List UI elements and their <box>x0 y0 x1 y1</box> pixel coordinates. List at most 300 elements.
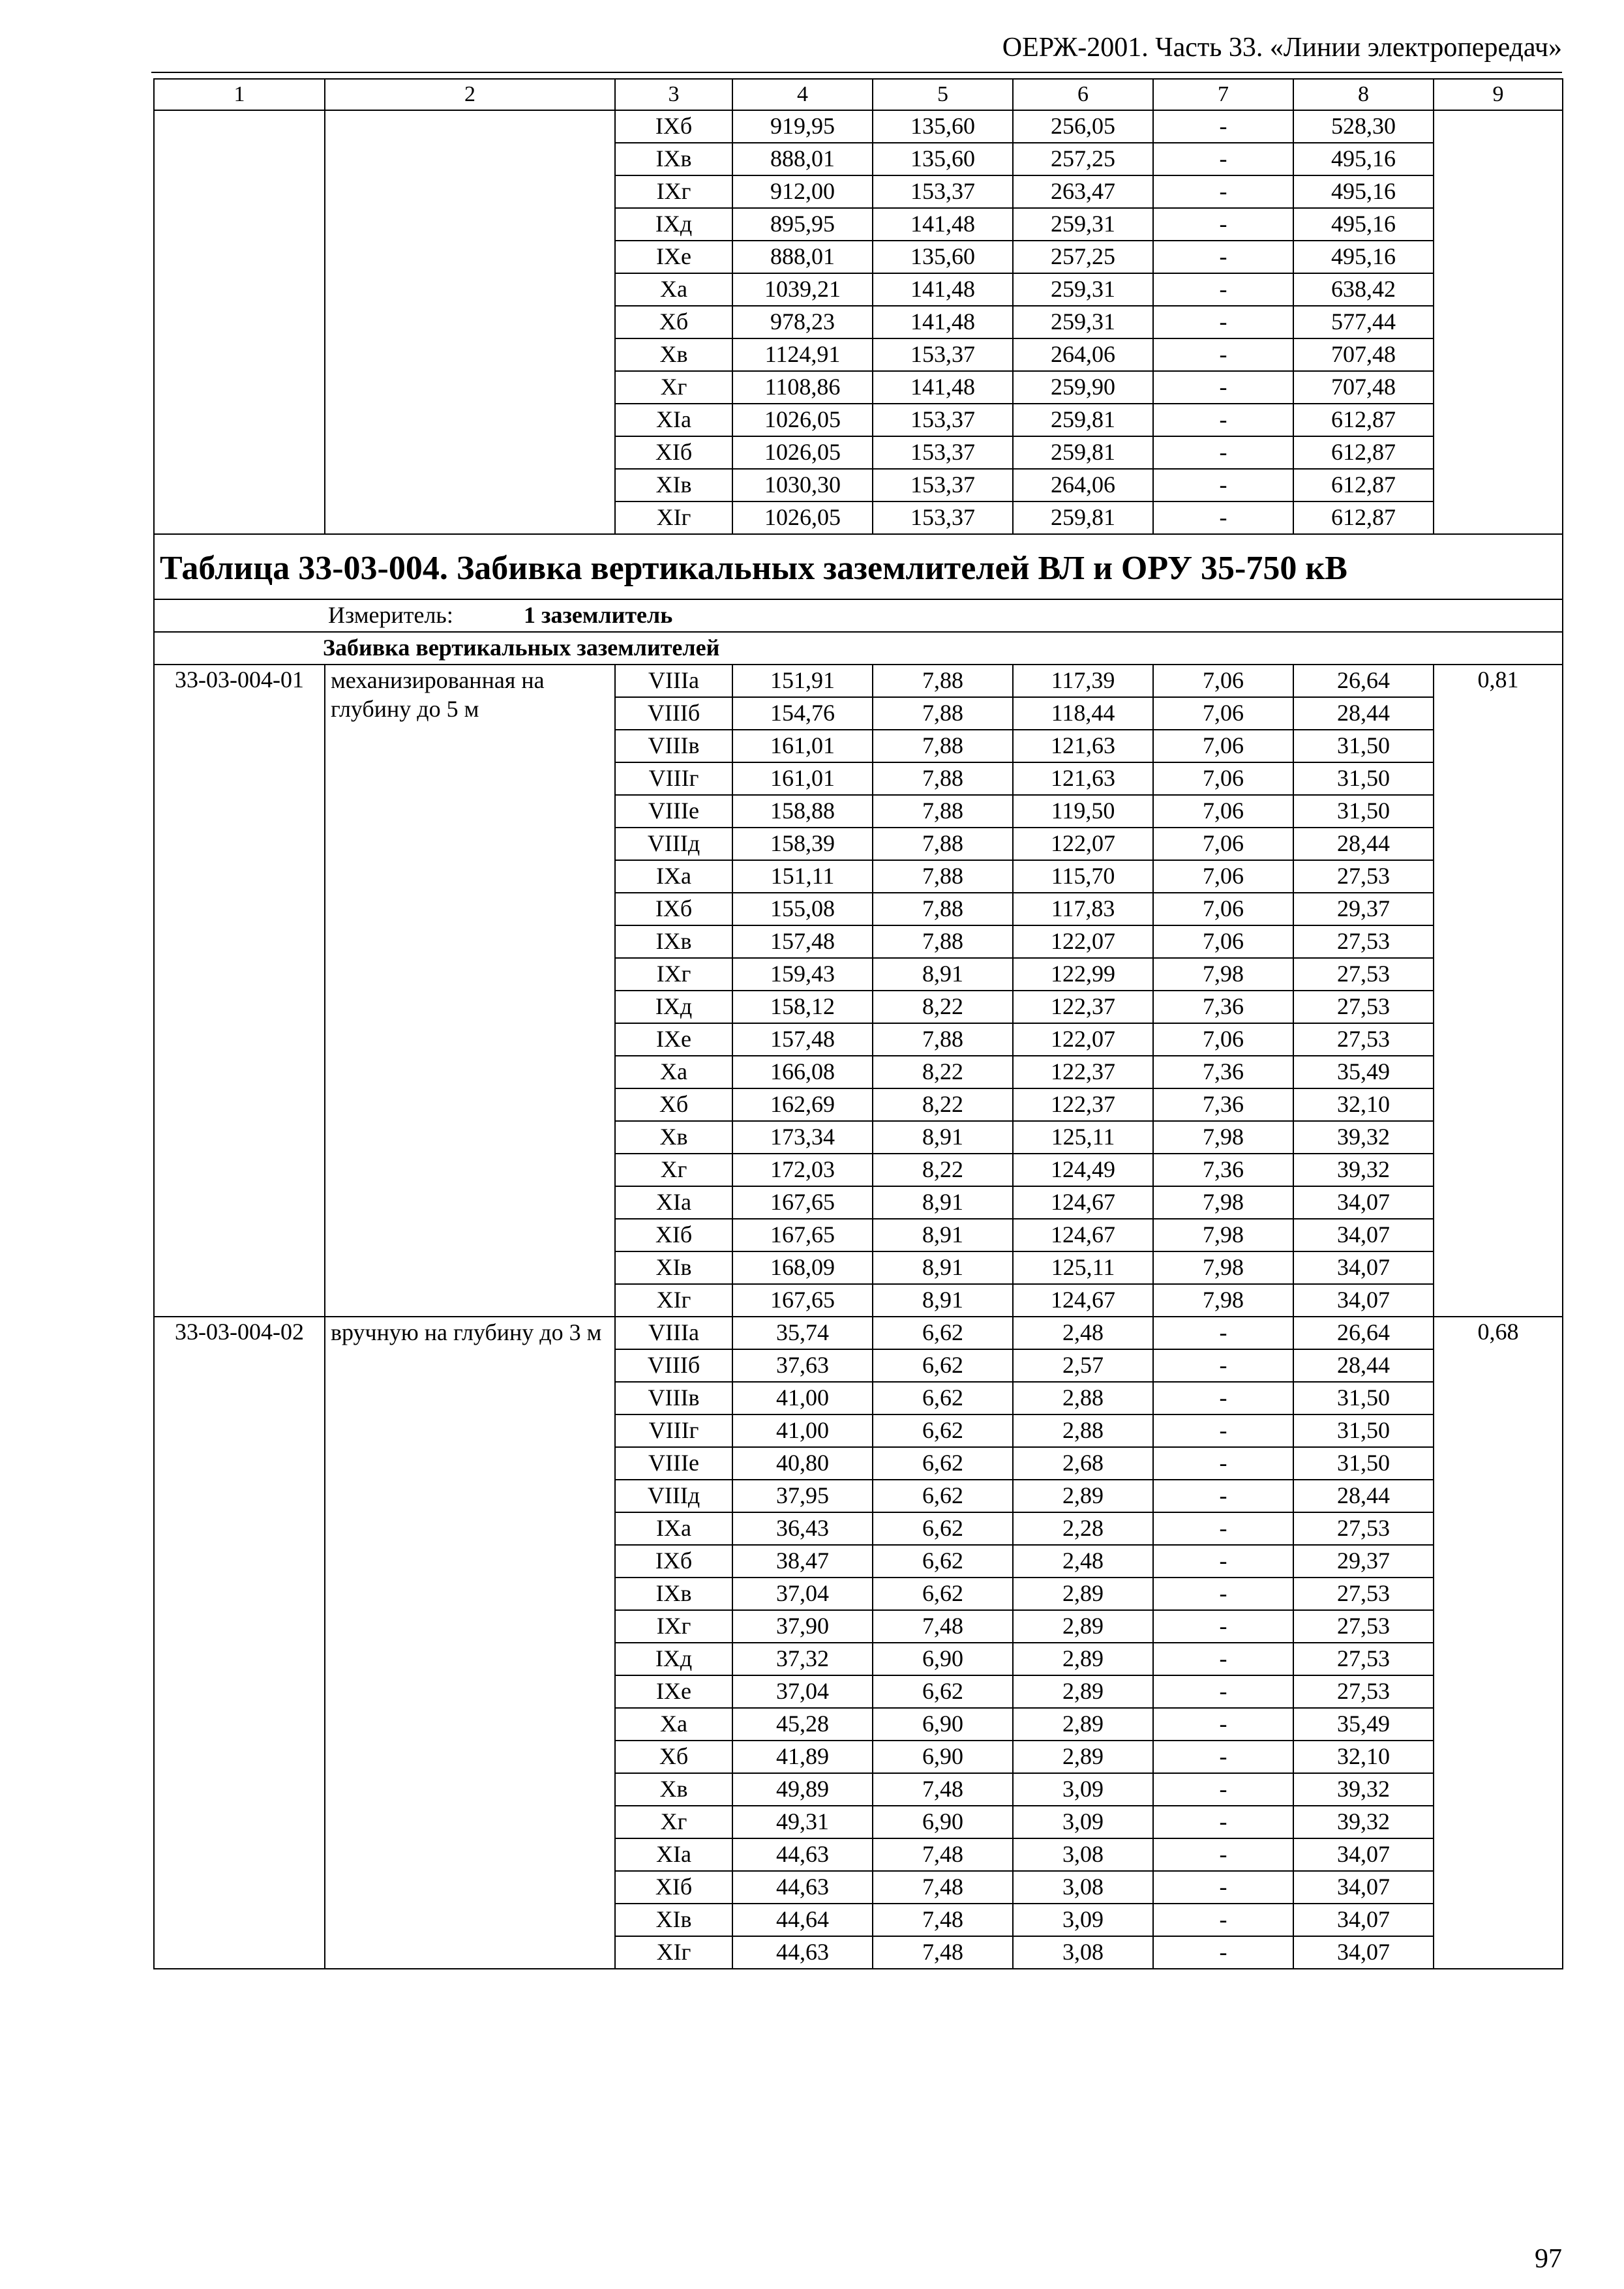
measure-label: Измеритель: <box>328 602 453 629</box>
labor-cost-cell: 6,62 <box>873 1480 1013 1512</box>
materials-cost-cell: 28,44 <box>1293 697 1434 730</box>
soil-group-cell: VIIIа <box>615 1317 732 1349</box>
soil-group-cell: XIв <box>615 1251 732 1284</box>
operator-wage-cell: - <box>1153 241 1293 273</box>
materials-cost-cell: 27,53 <box>1293 1578 1434 1610</box>
section-title: Забивка вертикальных заземлителей <box>323 635 720 661</box>
direct-cost-cell: 151,91 <box>732 665 873 697</box>
operator-wage-cell: - <box>1153 1545 1293 1578</box>
labor-cost-cell: 7,88 <box>873 795 1013 828</box>
direct-cost-cell: 37,90 <box>732 1610 873 1643</box>
machine-cost-cell: 124,67 <box>1013 1219 1153 1251</box>
machine-cost-cell: 122,37 <box>1013 1056 1153 1088</box>
machine-cost-cell: 124,67 <box>1013 1284 1153 1317</box>
table-row <box>154 665 1563 697</box>
soil-group-cell: IXд <box>615 1643 732 1675</box>
labor-cost-cell: 8,22 <box>873 1056 1013 1088</box>
operator-wage-cell: - <box>1153 1741 1293 1773</box>
labor-cost-cell: 7,48 <box>873 1838 1013 1871</box>
soil-group-cell: IXв <box>615 1578 732 1610</box>
coefficient-cell <box>1434 110 1563 534</box>
direct-cost-cell: 168,09 <box>732 1251 873 1284</box>
operator-wage-cell: 7,98 <box>1153 1186 1293 1219</box>
labor-cost-cell: 135,60 <box>873 110 1013 143</box>
machine-cost-cell: 122,07 <box>1013 828 1153 860</box>
machine-cost-cell: 122,37 <box>1013 1088 1153 1121</box>
operator-wage-cell: - <box>1153 175 1293 208</box>
soil-group-cell: IXг <box>615 175 732 208</box>
labor-cost-cell: 6,62 <box>873 1675 1013 1708</box>
labor-cost-cell: 6,90 <box>873 1806 1013 1838</box>
name-cell <box>325 110 615 534</box>
labor-cost-cell: 153,37 <box>873 338 1013 371</box>
soil-group-cell: Xв <box>615 1773 732 1806</box>
soil-group-cell: Xб <box>615 1088 732 1121</box>
machine-cost-cell: 3,08 <box>1013 1838 1153 1871</box>
direct-cost-cell: 154,76 <box>732 697 873 730</box>
materials-cost-cell: 34,07 <box>1293 1871 1434 1904</box>
machine-cost-cell: 122,07 <box>1013 1023 1153 1056</box>
labor-cost-cell: 7,88 <box>873 762 1013 795</box>
measure-row <box>154 599 1563 632</box>
machine-cost-cell: 259,31 <box>1013 273 1153 306</box>
machine-cost-cell: 122,99 <box>1013 958 1153 991</box>
soil-group-cell: XIа <box>615 404 732 436</box>
materials-cost-cell: 31,50 <box>1293 1447 1434 1480</box>
machine-cost-cell: 125,11 <box>1013 1121 1153 1154</box>
direct-cost-cell: 158,39 <box>732 828 873 860</box>
direct-cost-cell: 888,01 <box>732 241 873 273</box>
soil-group-cell: IXе <box>615 241 732 273</box>
operator-wage-cell: 7,06 <box>1153 860 1293 893</box>
operator-wage-cell: - <box>1153 273 1293 306</box>
labor-cost-cell: 7,88 <box>873 697 1013 730</box>
labor-cost-cell: 141,48 <box>873 371 1013 404</box>
machine-cost-cell: 2,48 <box>1013 1317 1153 1349</box>
labor-cost-cell: 153,37 <box>873 436 1013 469</box>
labor-cost-cell: 141,48 <box>873 208 1013 241</box>
direct-cost-cell: 40,80 <box>732 1447 873 1480</box>
soil-group-cell: IXв <box>615 143 732 175</box>
materials-cost-cell: 28,44 <box>1293 828 1434 860</box>
machine-cost-cell: 121,63 <box>1013 762 1153 795</box>
machine-cost-cell: 2,68 <box>1013 1447 1153 1480</box>
materials-cost-cell: 29,37 <box>1293 1545 1434 1578</box>
materials-cost-cell: 31,50 <box>1293 762 1434 795</box>
labor-cost-cell: 7,48 <box>873 1773 1013 1806</box>
labor-cost-cell: 6,62 <box>873 1382 1013 1414</box>
materials-cost-cell: 612,87 <box>1293 404 1434 436</box>
materials-cost-cell: 34,07 <box>1293 1219 1434 1251</box>
materials-cost-cell: 34,07 <box>1293 1904 1434 1936</box>
soil-group-cell: IXб <box>615 1545 732 1578</box>
operator-wage-cell: - <box>1153 1936 1293 1969</box>
direct-cost-cell: 912,00 <box>732 175 873 208</box>
operator-wage-cell: 7,06 <box>1153 697 1293 730</box>
soil-group-cell: XIг <box>615 501 732 534</box>
operator-wage-cell: - <box>1153 1317 1293 1349</box>
direct-cost-cell: 41,00 <box>732 1414 873 1447</box>
header-rule <box>151 72 1562 73</box>
machine-cost-cell: 2,57 <box>1013 1349 1153 1382</box>
operator-wage-cell: 7,98 <box>1153 1251 1293 1284</box>
materials-cost-cell: 34,07 <box>1293 1838 1434 1871</box>
labor-cost-cell: 6,90 <box>873 1643 1013 1675</box>
operator-wage-cell: 7,98 <box>1153 958 1293 991</box>
materials-cost-cell: 707,48 <box>1293 338 1434 371</box>
column-number-row <box>154 79 1563 110</box>
direct-cost-cell: 38,47 <box>732 1545 873 1578</box>
direct-cost-cell: 167,65 <box>732 1284 873 1317</box>
operator-wage-cell: - <box>1153 1414 1293 1447</box>
soil-group-cell: Xа <box>615 1056 732 1088</box>
materials-cost-cell: 31,50 <box>1293 1382 1434 1414</box>
table-title-row <box>154 534 1563 599</box>
labor-cost-cell: 141,48 <box>873 273 1013 306</box>
materials-cost-cell: 31,50 <box>1293 1414 1434 1447</box>
operator-wage-cell: - <box>1153 1838 1293 1871</box>
materials-cost-cell: 34,07 <box>1293 1186 1434 1219</box>
operator-wage-cell: - <box>1153 469 1293 501</box>
operator-wage-cell: 7,06 <box>1153 925 1293 958</box>
soil-group-cell: Xг <box>615 1154 732 1186</box>
materials-cost-cell: 27,53 <box>1293 991 1434 1023</box>
labor-cost-cell: 7,88 <box>873 860 1013 893</box>
direct-cost-cell: 44,63 <box>732 1838 873 1871</box>
soil-group-cell: VIIIа <box>615 665 732 697</box>
direct-cost-cell: 49,31 <box>732 1806 873 1838</box>
soil-group-cell: Xа <box>615 1708 732 1741</box>
materials-cost-cell: 39,32 <box>1293 1154 1434 1186</box>
operator-wage-cell: - <box>1153 1806 1293 1838</box>
direct-cost-cell: 45,28 <box>732 1708 873 1741</box>
labor-cost-cell: 6,90 <box>873 1741 1013 1773</box>
direct-cost-cell: 158,12 <box>732 991 873 1023</box>
operator-wage-cell: - <box>1153 1447 1293 1480</box>
labor-cost-cell: 7,88 <box>873 925 1013 958</box>
direct-cost-cell: 49,89 <box>732 1773 873 1806</box>
direct-cost-cell: 37,32 <box>732 1643 873 1675</box>
direct-cost-cell: 1124,91 <box>732 338 873 371</box>
soil-group-cell: XIб <box>615 436 732 469</box>
direct-cost-cell: 1026,05 <box>732 501 873 534</box>
machine-cost-cell: 264,06 <box>1013 338 1153 371</box>
direct-cost-cell: 888,01 <box>732 143 873 175</box>
soil-group-cell: VIIIг <box>615 1414 732 1447</box>
direct-cost-cell: 1108,86 <box>732 371 873 404</box>
operator-wage-cell: 7,36 <box>1153 991 1293 1023</box>
materials-cost-cell: 28,44 <box>1293 1349 1434 1382</box>
soil-group-cell: Xв <box>615 338 732 371</box>
operator-wage-cell: - <box>1153 143 1293 175</box>
labor-cost-cell: 7,88 <box>873 828 1013 860</box>
materials-cost-cell: 39,32 <box>1293 1121 1434 1154</box>
machine-cost-cell: 3,09 <box>1013 1904 1153 1936</box>
soil-group-cell: Xб <box>615 1741 732 1773</box>
soil-group-cell: XIг <box>615 1284 732 1317</box>
materials-cost-cell: 495,16 <box>1293 175 1434 208</box>
machine-cost-cell: 3,08 <box>1013 1936 1153 1969</box>
page-number: 97 <box>1535 2244 1562 2274</box>
machine-cost-cell: 2,89 <box>1013 1741 1153 1773</box>
soil-group-cell: IXг <box>615 1610 732 1643</box>
labor-cost-cell: 6,90 <box>873 1708 1013 1741</box>
direct-cost-cell: 157,48 <box>732 1023 873 1056</box>
operator-wage-cell: 7,06 <box>1153 795 1293 828</box>
machine-cost-cell: 121,63 <box>1013 730 1153 762</box>
labor-cost-cell: 8,22 <box>873 991 1013 1023</box>
direct-cost-cell: 36,43 <box>732 1512 873 1545</box>
direct-cost-cell: 37,95 <box>732 1480 873 1512</box>
machine-cost-cell: 125,11 <box>1013 1251 1153 1284</box>
labor-cost-cell: 8,91 <box>873 1251 1013 1284</box>
operator-wage-cell: 7,06 <box>1153 828 1293 860</box>
operator-wage-cell: 7,36 <box>1153 1056 1293 1088</box>
direct-cost-cell: 159,43 <box>732 958 873 991</box>
materials-cost-cell: 638,42 <box>1293 273 1434 306</box>
machine-cost-cell: 2,28 <box>1013 1512 1153 1545</box>
operator-wage-cell: 7,06 <box>1153 762 1293 795</box>
soil-group-cell: VIIIб <box>615 1349 732 1382</box>
labor-cost-cell: 7,88 <box>873 665 1013 697</box>
labor-cost-cell: 8,91 <box>873 958 1013 991</box>
labor-cost-cell: 135,60 <box>873 143 1013 175</box>
rates-table <box>153 78 1563 1969</box>
soil-group-cell: IXв <box>615 925 732 958</box>
soil-group-cell: XIг <box>615 1936 732 1969</box>
soil-group-cell: IXд <box>615 208 732 241</box>
machine-cost-cell: 2,89 <box>1013 1480 1153 1512</box>
item-name: вручную на глубину до 3 м <box>325 1317 615 1969</box>
materials-cost-cell: 29,37 <box>1293 893 1434 925</box>
materials-cost-cell: 32,10 <box>1293 1088 1434 1121</box>
column-number: 1 <box>154 79 325 110</box>
operator-wage-cell: - <box>1153 1610 1293 1643</box>
materials-cost-cell: 612,87 <box>1293 501 1434 534</box>
materials-cost-cell: 27,53 <box>1293 925 1434 958</box>
direct-cost-cell: 151,11 <box>732 860 873 893</box>
labor-cost-cell: 8,91 <box>873 1121 1013 1154</box>
materials-cost-cell: 27,53 <box>1293 958 1434 991</box>
operator-wage-cell: - <box>1153 208 1293 241</box>
labor-cost-cell: 7,88 <box>873 893 1013 925</box>
materials-cost-cell: 31,50 <box>1293 730 1434 762</box>
soil-group-cell: Xв <box>615 1121 732 1154</box>
machine-cost-cell: 119,50 <box>1013 795 1153 828</box>
labor-cost-cell: 153,37 <box>873 469 1013 501</box>
operator-wage-cell: - <box>1153 371 1293 404</box>
soil-group-cell: XIа <box>615 1186 732 1219</box>
machine-cost-cell: 122,37 <box>1013 991 1153 1023</box>
machine-cost-cell: 122,07 <box>1013 925 1153 958</box>
item-coefficient: 0,68 <box>1434 1317 1563 1969</box>
labor-cost-cell: 7,48 <box>873 1871 1013 1904</box>
labor-cost-cell: 6,62 <box>873 1545 1013 1578</box>
machine-cost-cell: 259,81 <box>1013 404 1153 436</box>
operator-wage-cell: - <box>1153 436 1293 469</box>
labor-cost-cell: 7,88 <box>873 730 1013 762</box>
soil-group-cell: XIб <box>615 1871 732 1904</box>
materials-cost-cell: 27,53 <box>1293 1675 1434 1708</box>
materials-cost-cell: 31,50 <box>1293 795 1434 828</box>
operator-wage-cell: - <box>1153 501 1293 534</box>
machine-cost-cell: 259,81 <box>1013 501 1153 534</box>
operator-wage-cell: 7,06 <box>1153 730 1293 762</box>
labor-cost-cell: 6,62 <box>873 1349 1013 1382</box>
direct-cost-cell: 978,23 <box>732 306 873 338</box>
materials-cost-cell: 612,87 <box>1293 436 1434 469</box>
direct-cost-cell: 895,95 <box>732 208 873 241</box>
machine-cost-cell: 259,81 <box>1013 436 1153 469</box>
materials-cost-cell: 34,07 <box>1293 1251 1434 1284</box>
labor-cost-cell: 7,48 <box>873 1936 1013 1969</box>
machine-cost-cell: 2,88 <box>1013 1382 1153 1414</box>
labor-cost-cell: 7,48 <box>873 1610 1013 1643</box>
labor-cost-cell: 7,48 <box>873 1904 1013 1936</box>
soil-group-cell: IXа <box>615 1512 732 1545</box>
machine-cost-cell: 2,89 <box>1013 1643 1153 1675</box>
soil-group-cell: IXд <box>615 991 732 1023</box>
machine-cost-cell: 3,08 <box>1013 1871 1153 1904</box>
materials-cost-cell: 34,07 <box>1293 1284 1434 1317</box>
operator-wage-cell: 7,98 <box>1153 1219 1293 1251</box>
item-coefficient: 0,81 <box>1434 665 1563 1317</box>
materials-cost-cell: 27,53 <box>1293 1610 1434 1643</box>
direct-cost-cell: 44,63 <box>732 1936 873 1969</box>
machine-cost-cell: 2,88 <box>1013 1414 1153 1447</box>
labor-cost-cell: 153,37 <box>873 404 1013 436</box>
labor-cost-cell: 8,22 <box>873 1154 1013 1186</box>
materials-cost-cell: 32,10 <box>1293 1741 1434 1773</box>
operator-wage-cell: - <box>1153 338 1293 371</box>
machine-cost-cell: 2,48 <box>1013 1545 1153 1578</box>
direct-cost-cell: 37,63 <box>732 1349 873 1382</box>
section-title-row <box>154 632 1563 665</box>
soil-group-cell: XIа <box>615 1838 732 1871</box>
soil-group-cell: XIв <box>615 469 732 501</box>
materials-cost-cell: 27,53 <box>1293 860 1434 893</box>
labor-cost-cell: 6,62 <box>873 1578 1013 1610</box>
labor-cost-cell: 8,91 <box>873 1284 1013 1317</box>
column-number: 5 <box>873 79 1013 110</box>
item-name: механизированная на глубину до 5 м <box>325 665 615 1317</box>
materials-cost-cell: 35,49 <box>1293 1708 1434 1741</box>
operator-wage-cell: 7,98 <box>1153 1121 1293 1154</box>
soil-group-cell: VIIIв <box>615 730 732 762</box>
table-row <box>154 110 1563 143</box>
direct-cost-cell: 157,48 <box>732 925 873 958</box>
operator-wage-cell: 7,06 <box>1153 1023 1293 1056</box>
operator-wage-cell: - <box>1153 1349 1293 1382</box>
column-number: 7 <box>1153 79 1293 110</box>
labor-cost-cell: 153,37 <box>873 501 1013 534</box>
operator-wage-cell: - <box>1153 404 1293 436</box>
item-code: 33-03-004-02 <box>154 1317 325 1969</box>
materials-cost-cell: 707,48 <box>1293 371 1434 404</box>
materials-cost-cell: 39,32 <box>1293 1806 1434 1838</box>
column-number: 4 <box>732 79 873 110</box>
labor-cost-cell: 6,62 <box>873 1414 1013 1447</box>
machine-cost-cell: 115,70 <box>1013 860 1153 893</box>
labor-cost-cell: 6,62 <box>873 1447 1013 1480</box>
soil-group-cell: Xг <box>615 1806 732 1838</box>
direct-cost-cell: 1026,05 <box>732 436 873 469</box>
labor-cost-cell: 6,62 <box>873 1317 1013 1349</box>
soil-group-cell: VIIIг <box>615 762 732 795</box>
operator-wage-cell: - <box>1153 1643 1293 1675</box>
materials-cost-cell: 26,64 <box>1293 1317 1434 1349</box>
direct-cost-cell: 158,88 <box>732 795 873 828</box>
materials-cost-cell: 495,16 <box>1293 208 1434 241</box>
table-row <box>154 1317 1563 1349</box>
measure-value: 1 заземлитель <box>524 602 673 629</box>
soil-group-cell: Xг <box>615 371 732 404</box>
machine-cost-cell: 259,31 <box>1013 306 1153 338</box>
operator-wage-cell: 7,98 <box>1153 1284 1293 1317</box>
materials-cost-cell: 528,30 <box>1293 110 1434 143</box>
column-number: 6 <box>1013 79 1153 110</box>
direct-cost-cell: 1039,21 <box>732 273 873 306</box>
machine-cost-cell: 117,39 <box>1013 665 1153 697</box>
materials-cost-cell: 577,44 <box>1293 306 1434 338</box>
operator-wage-cell: - <box>1153 1675 1293 1708</box>
operator-wage-cell: - <box>1153 1871 1293 1904</box>
machine-cost-cell: 257,25 <box>1013 143 1153 175</box>
soil-group-cell: IXг <box>615 958 732 991</box>
materials-cost-cell: 39,32 <box>1293 1773 1434 1806</box>
soil-group-cell: VIIIе <box>615 795 732 828</box>
item-code: 33-03-004-01 <box>154 665 325 1317</box>
machine-cost-cell: 3,09 <box>1013 1806 1153 1838</box>
materials-cost-cell: 495,16 <box>1293 241 1434 273</box>
direct-cost-cell: 155,08 <box>732 893 873 925</box>
materials-cost-cell: 28,44 <box>1293 1480 1434 1512</box>
direct-cost-cell: 167,65 <box>732 1186 873 1219</box>
direct-cost-cell: 1026,05 <box>732 404 873 436</box>
direct-cost-cell: 161,01 <box>732 730 873 762</box>
labor-cost-cell: 6,62 <box>873 1512 1013 1545</box>
machine-cost-cell: 2,89 <box>1013 1675 1153 1708</box>
materials-cost-cell: 612,87 <box>1293 469 1434 501</box>
materials-cost-cell: 27,53 <box>1293 1023 1434 1056</box>
machine-cost-cell: 259,90 <box>1013 371 1153 404</box>
materials-cost-cell: 34,07 <box>1293 1936 1434 1969</box>
machine-cost-cell: 259,31 <box>1013 208 1153 241</box>
operator-wage-cell: - <box>1153 1904 1293 1936</box>
code-cell <box>154 110 325 534</box>
machine-cost-cell: 2,89 <box>1013 1708 1153 1741</box>
operator-wage-cell: - <box>1153 1773 1293 1806</box>
machine-cost-cell: 3,09 <box>1013 1773 1153 1806</box>
materials-cost-cell: 26,64 <box>1293 665 1434 697</box>
direct-cost-cell: 1030,30 <box>732 469 873 501</box>
soil-group-cell: Xа <box>615 273 732 306</box>
machine-cost-cell: 124,67 <box>1013 1186 1153 1219</box>
column-number: 9 <box>1434 79 1563 110</box>
section-title-cell <box>154 632 1563 665</box>
materials-cost-cell: 35,49 <box>1293 1056 1434 1088</box>
machine-cost-cell: 264,06 <box>1013 469 1153 501</box>
soil-group-cell: IXе <box>615 1675 732 1708</box>
column-number: 3 <box>615 79 732 110</box>
direct-cost-cell: 44,63 <box>732 1871 873 1904</box>
machine-cost-cell: 263,47 <box>1013 175 1153 208</box>
soil-group-cell: VIIIд <box>615 1480 732 1512</box>
materials-cost-cell: 495,16 <box>1293 143 1434 175</box>
soil-group-cell: IXб <box>615 893 732 925</box>
operator-wage-cell: - <box>1153 306 1293 338</box>
soil-group-cell: IXа <box>615 860 732 893</box>
